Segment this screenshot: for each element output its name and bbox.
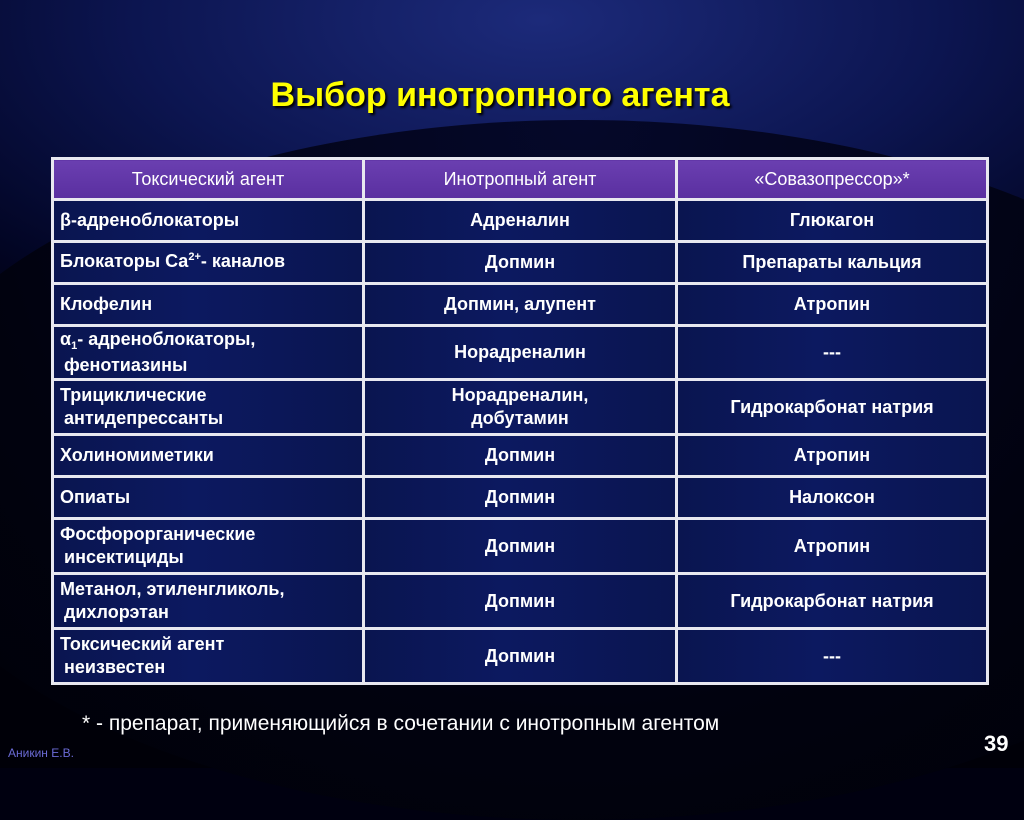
covasopressor-cell: Гидрокарбонат натрия (677, 380, 988, 435)
table-row (53, 629, 988, 684)
inotrope-cell: Норадреналин, добутамин (364, 380, 677, 435)
table-row (53, 200, 988, 242)
header-covasopressor: «Совазопрессор»* (677, 159, 988, 200)
inotrope-cell: Адреналин (364, 200, 677, 242)
toxic-agent-cell: β-адреноблокаторы (53, 200, 364, 242)
covasopressor-cell: Гидрокарбонат натрия (677, 574, 988, 629)
table-row (53, 380, 988, 435)
table-row (53, 435, 988, 477)
page-number: 39 (984, 731, 1009, 756)
table-row (53, 574, 988, 629)
table-row (53, 477, 988, 519)
toxic-agent-cell: Клофелин (53, 284, 364, 326)
inotrope-cell: Норадреналин (364, 326, 677, 380)
toxic-agent-cell: Токсический агент неизвестен (53, 629, 364, 684)
footnote: * - препарат, применяющийся в сочетании с инотропным агентом (82, 712, 720, 735)
inotrope-cell: Допмин (364, 519, 677, 574)
toxic-agent-cell: Холиномиметики (53, 435, 364, 477)
covasopressor-cell: Глюкагон (677, 200, 988, 242)
slide-title: Выбор инотропного агента (270, 76, 730, 114)
covasopressor-cell: Атропин (677, 519, 988, 574)
superscript: 2+ (188, 250, 201, 263)
covasopressor-cell: Атропин (677, 284, 988, 326)
inotrope-cell: Допмин (364, 574, 677, 629)
covasopressor-cell: Налоксон (677, 477, 988, 519)
toxic-agent-cell: $\alpha_1-$ адреноблокаторы, фенотиазины (53, 326, 364, 380)
inotrope-cell: Допмин (364, 242, 677, 284)
table-row (53, 284, 988, 326)
inotrope-table (51, 157, 989, 685)
table-header-row (53, 159, 988, 200)
table-row (53, 519, 988, 574)
inotrope-cell: Допмин, алупент (364, 284, 677, 326)
table-row (53, 242, 988, 284)
toxic-agent-cell: Трициклические антидепрессанты (53, 380, 364, 435)
covasopressor-cell: --- (677, 326, 988, 380)
header-toxic-agent: Токсический агент (53, 159, 364, 200)
toxic-agent-cell: Блокаторы $Са^{2+}-$ каналов (53, 242, 364, 284)
subscript: 1 (71, 340, 78, 352)
toxic-agent-cell: Фосфорорганические инсектициды (53, 519, 364, 574)
covasopressor-cell: Атропин (677, 435, 988, 477)
inotrope-cell: Допмин (364, 435, 677, 477)
header-inotrope: Инотропный агент (364, 159, 677, 200)
covasopressor-cell: --- (677, 629, 988, 684)
toxic-agent-cell: Метанол, этиленгликоль, дихлорэтан (53, 574, 364, 629)
inotrope-cell: Допмин (364, 629, 677, 684)
covasopressor-cell: Препараты кальция (677, 242, 988, 284)
alpha-symbol: α (60, 329, 72, 349)
beta-symbol: β (60, 210, 71, 230)
toxic-agent-cell: Опиаты (53, 477, 364, 519)
table-row (53, 326, 988, 380)
author-credit: Аникин Е.В. (8, 746, 74, 760)
inotrope-cell: Допмин (364, 477, 677, 519)
